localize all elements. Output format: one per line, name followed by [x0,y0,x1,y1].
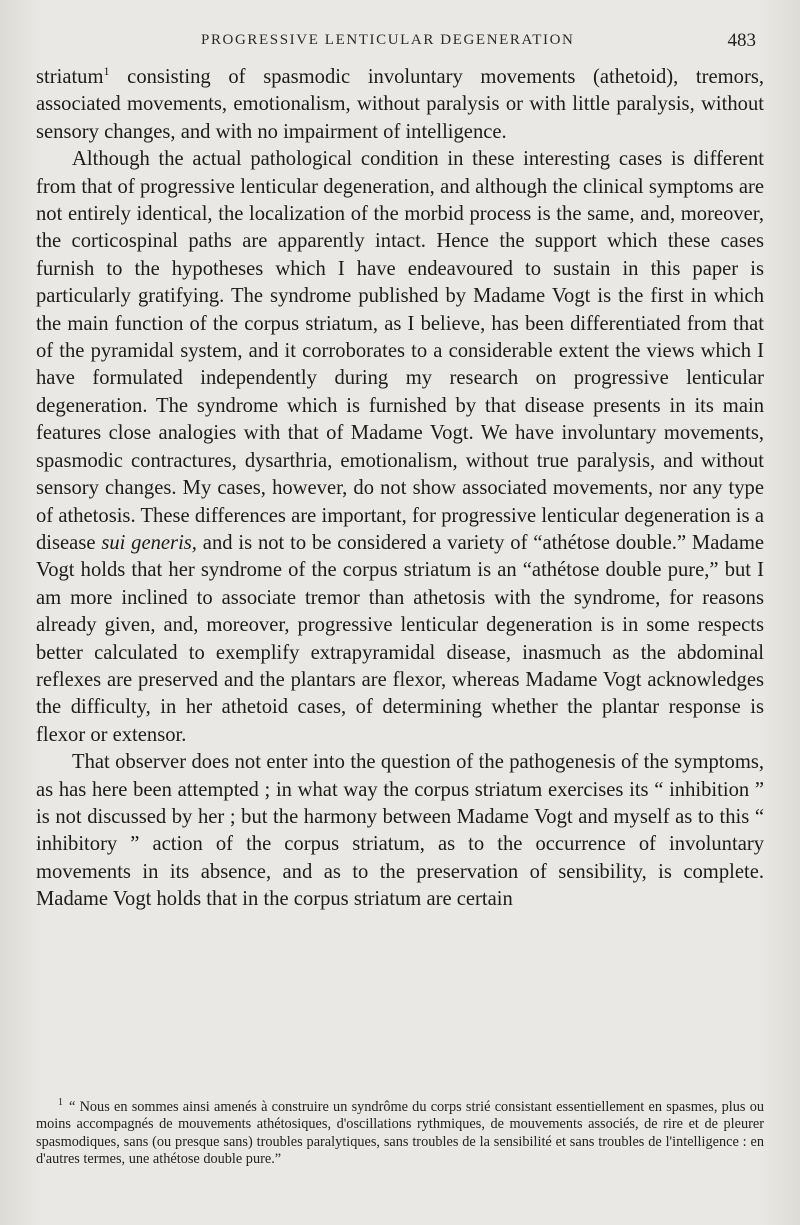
paragraph-2-part-2: and is not to be considered a variety of “athétose double.” Madame Vogt holds that her syndrome of the corpus striatum is an “athétose double pure,” but I am more inclined to associate tremor than athetosis with the syndrome, for reasons already given, and, moreover, progressive lenticular degeneration is in some respects better calculated to exemplify extrapyramidal disease, inasmuch as the abdominal reflexes are preserved and the plantars are flexor, whereas Madame Vogt acknowledges the difficulty, in her athetoid cases, of determining whether the plantar response is flexor or extensor. [36,531,764,746]
body-text [36,64,764,914]
paragraph-2-italic: sui generis, [101,531,197,554]
running-head [36,30,764,64]
footnote-text: “ Nous en sommes ainsi amenés à construire un syndrôme du corps strié consistant essentiellement en spasmes, plus ou moins accompagnés de mouvements athétosiques, d'oscillations rythmiques, de mouvements associés, de rire et de pleurer spasmodiques, sans (ou presque sans) troubles paralytiques, sans troubles de la sensibilité et sans troubles de l'intelligence : en d'autres termes, une athétose double pure.” [36,1099,764,1168]
footnote-1 [36,1099,764,1169]
paragraph-3: That observer does not enter into the question of the pathogenesis of the symptoms, as has here been attempted ; in what way the corpus striatum exercises its “ inhibition ” is not discussed by her ; but the harmony between Madame Vogt and myself as to this “ inhibitory ” action of the corpus striatum, as to the occurrence of involuntary movements in its absence, and as to the preservation of sensibility, is complete. Madame Vogt holds that in the corpus striatum are certain [36,751,764,911]
paragraph-2-part-1: Although the actual pathological condition in these interesting cases is different from that of progressive lenticular degeneration, and although the clinical symptoms are not entirely identical, the localization of the morbid process is the same, and, moreover, the corticospinal paths are apparently intact. Hence the support which these cases furnish to the hypotheses which I have endeavoured to sustain in this paper is particularly gratifying. The syndrome published by Madame Vogt is the first in which the main function of the corpus striatum, as I believe, has been differentiated from that of the pyramidal system, and it corroborates to a considerable extent the views which I have formulated independently during my research on progressive lenticular degeneration. The syndrome which is furnished by that disease presents in its main features close analogies with that of Madame Vogt. We have involuntary movements, spasmodic contractures, dysarthria, emotionalism, without true paralysis, and without sensory changes. My cases, however, do not show associated movements, nor any type of athetosis. These differences are important, for progressive lenticular degeneration is a disease [36,148,764,554]
paragraph-2 [36,146,764,749]
footnote-reference: 1 [103,64,110,79]
footnote-mark: 1 [58,1097,63,1109]
footnotes [36,1099,764,1169]
paragraph-1-rest: consisting of spasmodic involuntary movements (athetoid), tremors, associated movements, emotionalism, without paralysis or with little paralysis, without sensory changes, and with no impairment of intelligence. [36,66,764,143]
paragraph-1-start: striatum [36,66,104,88]
running-title: PROGRESSIVE LENTICULAR DEGENERATION [201,32,575,48]
page-number: 483 [727,30,756,51]
paragraph-1 [36,64,764,146]
